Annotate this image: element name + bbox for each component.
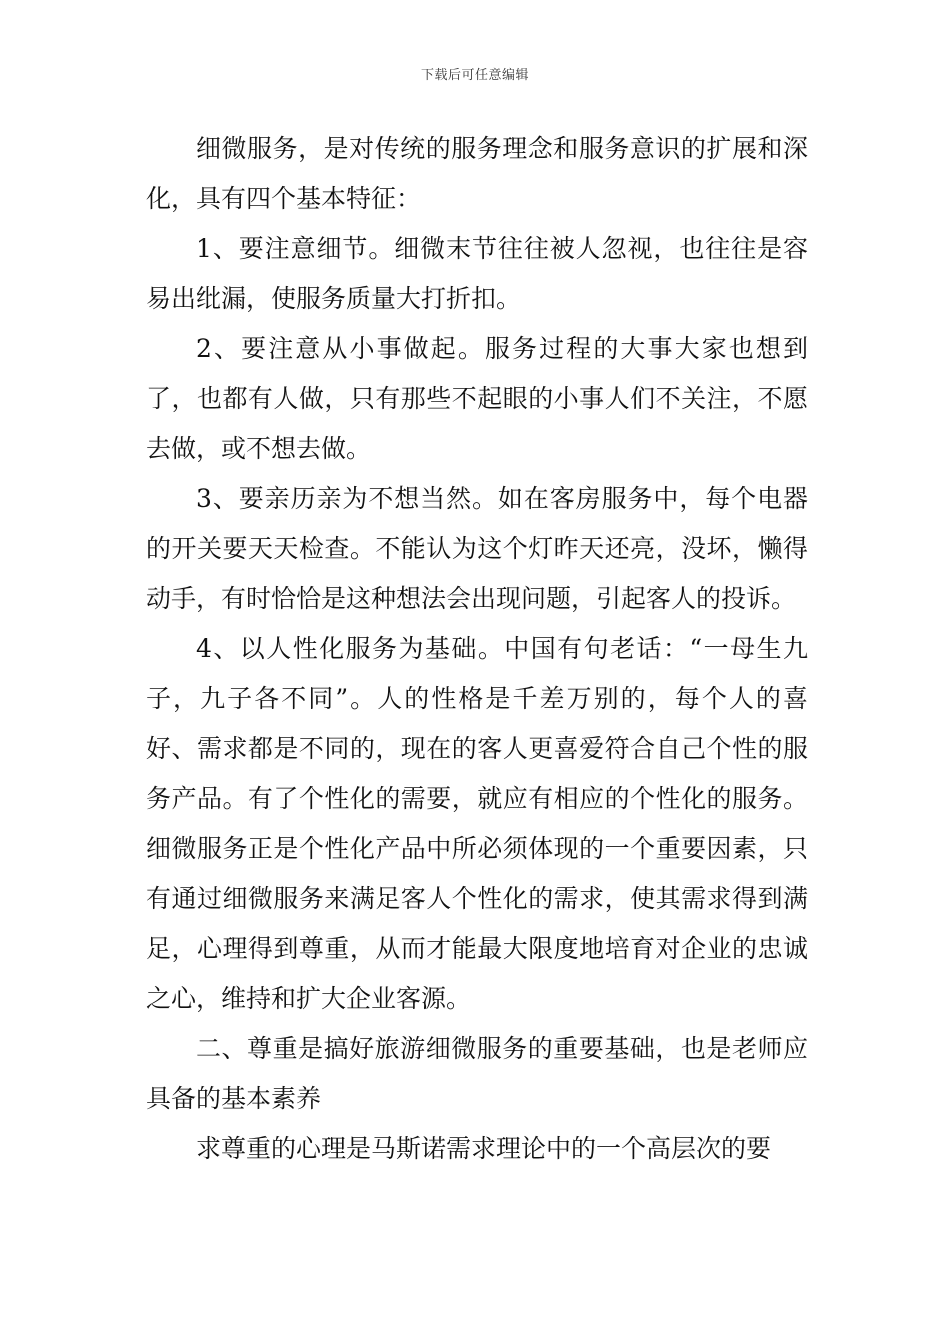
page-header-note: 下载后可任意编辑 (420, 68, 529, 83)
paragraph-intro: 细微服务，是对传统的服务理念和服务意识的扩展和深化，具有四个基本特征： (146, 134, 808, 213)
document-body (146, 124, 808, 1174)
paragraph-respect: 求尊重的心理是马斯诺需求理论中的一个高层次的要 (196, 1134, 772, 1163)
paragraph-point-2: 2、要注意从小事做起。服务过程的大事大家也想到了，也都有人做，只有那些不起眼的小事人们不关注，不愿去做，或不想去做。 (146, 334, 808, 463)
paragraph-point-3: 3、要亲历亲为不想当然。如在客房服务中，每个电器的开关要天天检查。不能认为这个灯昨天还亮，没坏，懒得动手，有时恰恰是这种想法会出现问题，引起客人的投诉。 (146, 484, 808, 613)
paragraph-point-4: 4、以人性化服务为基础。中国有句老话：“一母生九子，九子各不同”。人的性格是千差万别的，每个人的喜好、需求都是不同的，现在的客人更喜爱符合自己个性的服务产品。有了个性化的需要，就应有相应的个性化的服务。细微服务正是个性化产品中所必须体现的一个重要因素，只有通过细微服务来满足客人个性化的需求，使其需求得到满足，心理得到尊重，从而才能最大限度地培育对企业的忠诚之心，维持和扩大企业客源。 (146, 634, 808, 1013)
paragraph-point-1: 1、要注意细节。细微末节往往被人忽视，也往往是容易出纰漏，使服务质量大打折扣。 (146, 234, 808, 313)
section-heading-2: 二、尊重是搞好旅游细微服务的重要基础，也是老师应具备的基本素养 (146, 1034, 808, 1113)
